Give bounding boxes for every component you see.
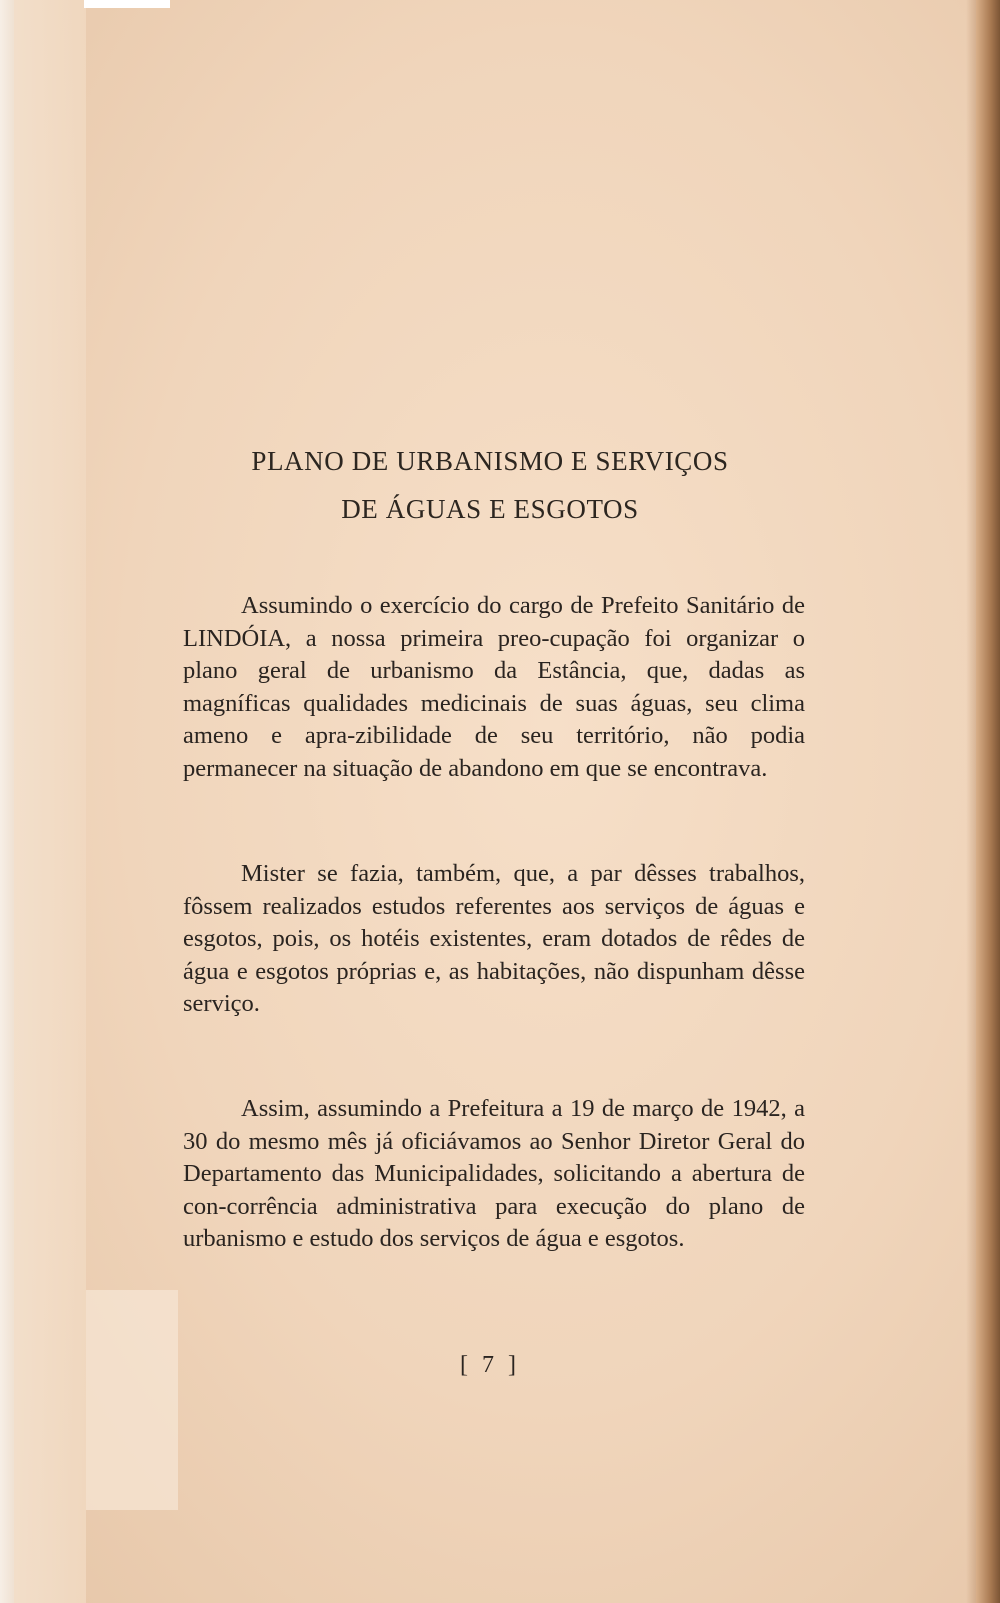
page-light-patch xyxy=(86,1290,178,1510)
page-left-edge xyxy=(0,0,14,1603)
page-top-notch xyxy=(84,0,170,8)
section-title-line-2: DE ÁGUAS E ESGOTOS xyxy=(341,494,639,524)
paragraph-1: Assumindo o exercício do cargo de Prefeito Sanitário de LINDÓIA, a nossa primeira preo-cupação foi organizar o plano geral de urbanismo da Estância, que, dadas as magníficas qualidades medicinais de suas águas, seu clima ameno e apra-zibilidade de seu território, não podia permanecer na situação de abandono em que se encontrava. xyxy=(183,592,805,782)
paragraph-2: Mister se fazia, também, que, a par dêsses trabalhos, fôssem realizados estudos referentes aos serviços de águas e esgotos, pois, os hotéis existentes, eram dotados de rêdes de água e esgotos próprias e, as habitações, não dispunham dêsse serviço. xyxy=(183,860,805,1017)
page-right-shadow xyxy=(966,0,976,1603)
section-title-line-1: PLANO DE URBANISMO E SERVIÇOS xyxy=(251,446,729,476)
paragraph-3: Assim, assumindo a Prefeitura a 19 de março de 1942, a 30 do mesmo mês já oficiávamos ao Senhor Diretor Geral do Departamento das Municipalidades, solicitando a abertura de con-corrência administrativa para execução do plano de urbanismo e estudo dos serviços de água e esgotos. xyxy=(183,1095,805,1252)
page-number: [ 7 ] xyxy=(460,1352,520,1378)
page-left-margin-band xyxy=(14,0,86,1603)
book-right-edge xyxy=(976,0,1000,1603)
